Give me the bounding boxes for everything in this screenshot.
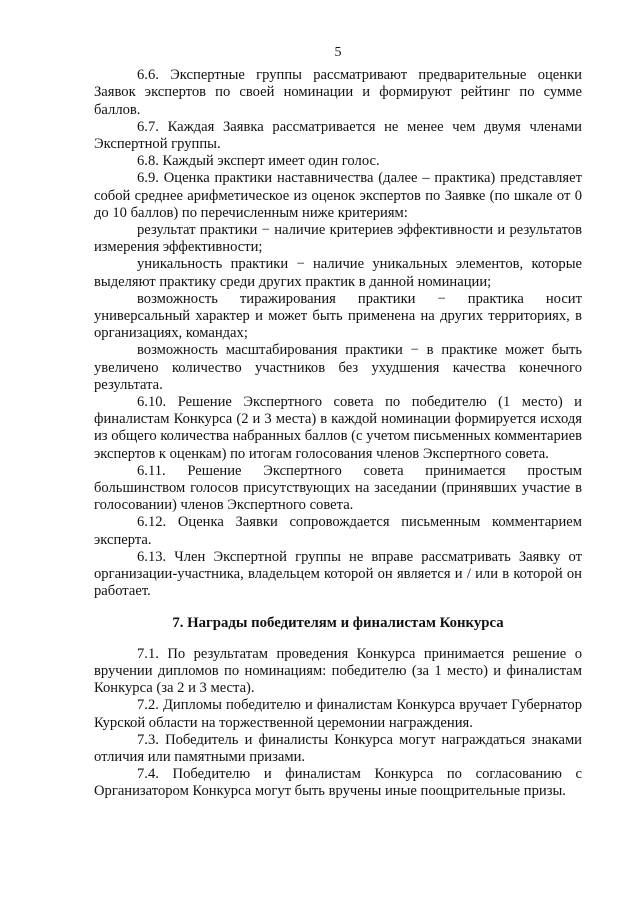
criterion-scaling: возможность масштабирования практики − в практике может быть увеличено количество участников без ухудшения качества конечного результата. [94,342,582,393]
paragraph-6-7: 6.7. Каждая Заявка рассматривается не менее чем двумя членами Экспертной группы. [94,118,582,153]
paragraph-6-8: 6.8. Каждый эксперт имеет один голос. [137,153,380,170]
paragraph-6-10: 6.10. Решение Экспертного совета по победителю (1 место) и финалистам Конкурса (2 и 3 места) в каждой номинации формируется исходя из общего количества набранных баллов (с учетом письменных комментариев экспертов к оценкам) по итогам голосования членов Экспертного совета. [94,394,582,462]
paragraph-6-6: 6.6. Экспертные группы рассматривают предварительные оценки Заявок экспертов по своей номинации и формируют рейтинг по сумме баллов. [94,67,582,118]
paragraph-6-11: 6.11. Решение Экспертного совета принимается простым большинством голосов присутствующих на заседании (принявших участие в голосовании) членов Экспертного совета. [94,462,582,514]
page-number: 5 [334,45,342,60]
criterion-result: результат практики − наличие критериев эффективности и результатов измерения эффективности; [94,222,582,256]
section-7-heading: 7. Награды победителям и финалистам Конкурса [172,614,504,631]
paragraph-6-13: 6.13. Член Экспертной группы не вправе рассматривать Заявку от организации-участника, владельцем которой он является и / или в которой он работает. [94,548,582,600]
paragraph-6-9: 6.9. Оценка практики наставничества (далее – практика) представляет собой среднее арифметическое из оценок экспертов по Заявке (по шкале от 0 до 10 баллов) по перечисленным ниже критериям: [94,170,582,221]
criterion-replication: возможность тиражирования практики − практика носит универсальный характер и может быть применена на других территориях, в организациях, командах; [94,290,582,342]
paragraph-7-1: 7.1. По результатам проведения Конкурса принимается решение о вручении дипломов по номинациям: победителю (за 1 место) и финалистам Конкурса (за 2 и 3 места). [94,645,582,697]
paragraph-6-12: 6.12. Оценка Заявки сопровождается письменным комментарием эксперта. [94,514,582,548]
paragraph-7-2: 7.2. Дипломы победителю и финалистам Конкурса вручает Губернатор Курской области на торжественной церемонии награждения. [94,697,582,731]
document-page [94,44,582,801]
criterion-uniqueness: уникальность практики − наличие уникальных элементов, которые выделяют практику среди других практик в данной номинации; [94,256,582,290]
paragraph-7-3: 7.3. Победитель и финалисты Конкурса могут награждаться знаками отличия или памятными призами. [94,731,582,765]
paragraph-7-4: 7.4. Победителю и финалистам Конкурса по согласованию с Организатором Конкурса могут быть вручены иные поощрительные призы. [94,766,582,800]
